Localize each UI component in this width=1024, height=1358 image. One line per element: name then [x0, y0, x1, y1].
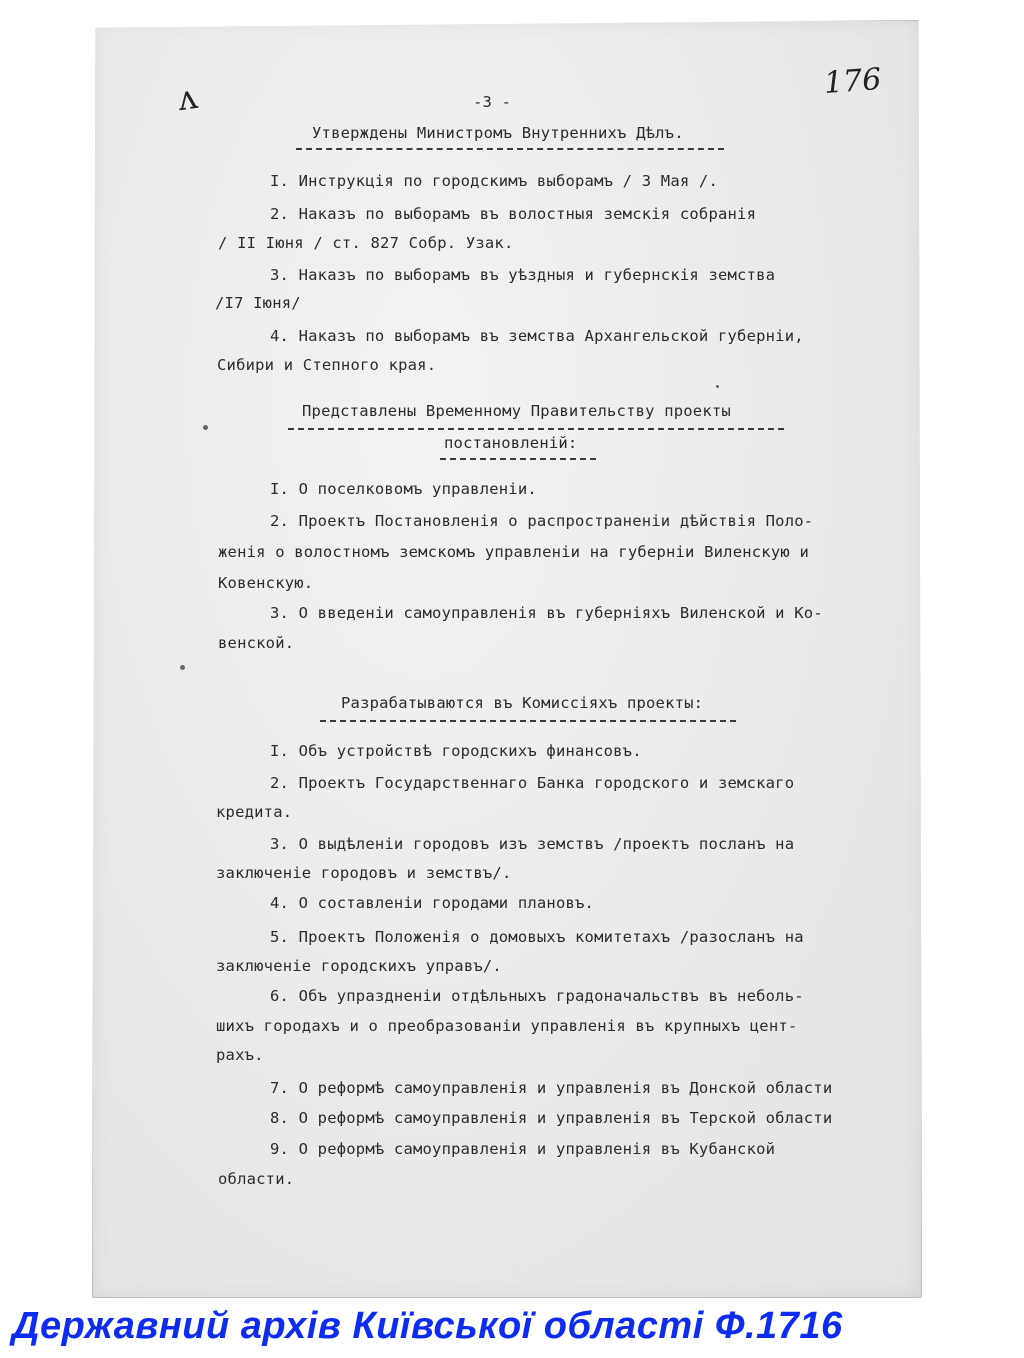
section2-line: 3. О введеніи самоуправленія въ губерніяхъ Виленской и Ко-	[270, 604, 823, 622]
page-number: -3 -	[473, 93, 512, 111]
archive-page-number: 176	[822, 62, 883, 101]
speck	[203, 425, 208, 430]
section3-line: 5. Проектъ Положенія о домовыхъ комитетахъ /разосланъ на	[270, 928, 804, 946]
section3-line: I. Объ устройствѣ городскихъ финансовъ.	[270, 742, 642, 760]
section3-line: области.	[218, 1170, 295, 1188]
section2-title-rule	[288, 428, 784, 430]
section1-line: 4. Наказъ по выборамъ въ земства Архангельской губерніи,	[270, 327, 804, 345]
section2-line: Ковенскую.	[218, 574, 314, 592]
section2-title-line2: постановленій:	[444, 434, 578, 452]
archive-caption: Державний архів Київської області Ф.1716	[12, 1305, 843, 1347]
section2-line: 2. Проектъ Постановленія о распространеніи дѣйствія Поло-	[270, 512, 814, 530]
section3-line: 9. О реформѣ самоуправленія и управленія въ Кубанской	[270, 1140, 776, 1158]
section3-title: Разрабатываются въ Комиссіяхъ проекты:	[341, 694, 704, 712]
section3-line: 8. О реформѣ самоуправленія и управленія въ Терской области	[270, 1109, 833, 1127]
section2-line: I. О поселковомъ управленіи.	[270, 480, 537, 498]
speck	[180, 665, 185, 670]
section3-line: шихъ городахъ и о преобразованіи управленія въ крупныхъ цент-	[216, 1017, 798, 1035]
section2-line: венской.	[218, 634, 295, 652]
section3-line: заключеніе городовъ и земствъ/.	[216, 864, 512, 882]
section3-line: заключеніе городскихъ управъ/.	[216, 957, 502, 975]
section3-line: 3. О выдѣленіи городовъ изъ земствъ /проектъ посланъ на	[270, 835, 795, 853]
section1-line: /I7 Іюня/	[215, 294, 301, 312]
section1-line: / II Іюня / ст. 827 Собр. Узак.	[218, 234, 514, 252]
corner-mark: ʌ	[175, 76, 200, 120]
section1-line: I. Инструкція по городскимъ выборамъ / 3 Мая /.	[270, 172, 718, 190]
section1-line: 2. Наказъ по выборамъ въ волостныя земскія собранія	[270, 205, 757, 223]
section3-line: 7. О реформѣ самоуправленія и управленія въ Донской области	[270, 1079, 833, 1097]
section1-title: Утверждены Министромъ Внутреннихъ Дѣлъ.	[312, 124, 684, 142]
section3-line: 6. Объ упраздненіи отдѣльныхъ градоначальствъ въ неболь-	[270, 987, 804, 1005]
section2-subtitle-rule	[440, 458, 596, 460]
speck	[716, 385, 719, 388]
section3-title-rule	[320, 720, 736, 722]
section3-line: 2. Проектъ Государственнаго Банка городского и земскаго	[270, 774, 795, 792]
section3-line: рахъ.	[216, 1046, 264, 1064]
section1-line: 3. Наказъ по выборамъ въ уѣздныя и губернскія земства	[270, 266, 776, 284]
section3-line: 4. О составленіи городами плановъ.	[270, 894, 595, 912]
section2-line: женія о волостномъ земскомъ управленіи на губерніи Виленскую и	[218, 543, 809, 561]
section3-line: кредита.	[216, 803, 293, 821]
section2-title-line1: Представлены Временному Правительству проекты	[302, 402, 731, 420]
section1-line: Сибири и Степного края.	[217, 356, 437, 374]
section1-title-rule	[296, 148, 724, 150]
